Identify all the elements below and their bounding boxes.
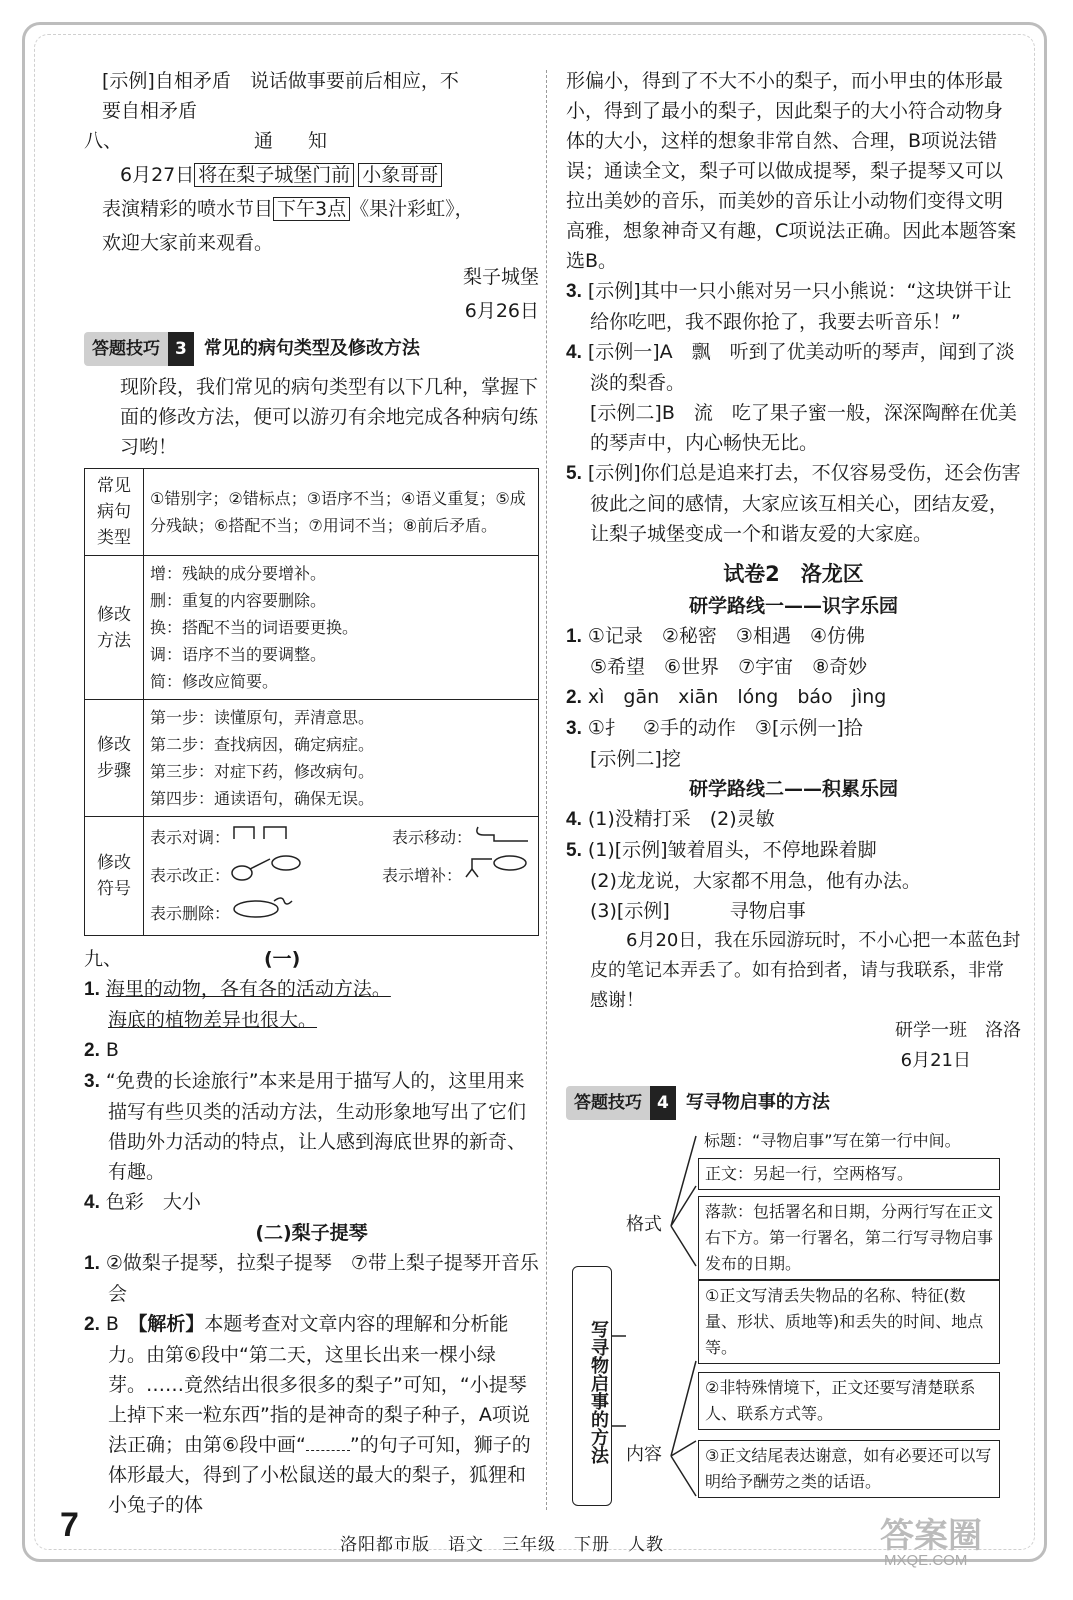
- correct-symbol-icon: [230, 855, 310, 881]
- notice-date: 6月26日: [464, 300, 539, 322]
- answer-5-right: 5. [示例]你们总是追来打去，不仅容易受伤，还会伤害彼此之间的感情，大家应该互相关心，团结友爱，让梨子城堡变成一个和谐友爱的大家庭。: [566, 462, 1021, 545]
- route1-answer-1: 1. ①记录 ②秘密 ③相遇 ④仿佛: [566, 625, 865, 647]
- table-row: 修改符号 表示对调： 表示移动： 表示改正： 表示增补： 表示删除：: [85, 817, 539, 936]
- part2-answer-2: 2. B 【解析】本题考查对文章内容的理解和分析能力。由第⑥段中“第二天，这里长出来一棵小绿芽。……竟然结出很多很多的梨子”可知，“小提琴上掉下来一粒东西”指的是神奇的梨子种子，A项说法正确；由第⑥段中画“ ”的句子可知，狮子的体形最大，得到了小松鼠送的最大的梨子，狐狸和小兔子的体: [84, 1313, 531, 1516]
- table-row: 修改方法 增：残缺的成分要增补。 删：重复的内容要删除。 换：搭配不当的词语要更换。 调：语序不当的要调整。 简：修改应简要。: [85, 556, 539, 700]
- answer-2: 2. B: [84, 1039, 119, 1061]
- footer-edition: 洛阳都市版 语文 三年级 下册 人教: [340, 1535, 664, 1555]
- lost-notice-sign: 研学一班 洛洛: [895, 1020, 1021, 1041]
- table-row: 常见病句类型 ①错别字；②错标点；③语序不当；④语义重复；⑤成分残缺；⑥搭配不当；⑦用词不当；⑧前后矛盾。: [85, 469, 539, 556]
- mindmap-content-3: ③正文结尾表达谢意，如有必要还可以写明给予酬劳之类的话语。: [698, 1440, 1000, 1498]
- mindmap-format-label: 格式: [626, 1214, 662, 1235]
- move-symbol-icon: [472, 823, 532, 843]
- mindmap-format-body: 正文：另起一行，空两格写。: [698, 1158, 1000, 1190]
- route1-answer-1-line-2: ⑤希望 ⑥世界 ⑦宇宙 ⑧奇妙: [590, 656, 868, 678]
- column-divider: [546, 70, 547, 1510]
- notice-line-3: 欢迎大家前来观看。: [102, 232, 274, 254]
- answer-4: 4. 色彩 大小: [84, 1191, 201, 1213]
- route-2-title: 研学路线二——积累乐园: [688, 778, 898, 800]
- paper-2-title: 试卷2 洛龙区: [723, 562, 864, 586]
- watermark-logo: 答案圈: [880, 1517, 982, 1555]
- answer-3-right: 3. [示例]其中一只小熊对另一只小熊说：“这块饼干让给你吃吧，我不跟你抢了，我要去听音乐！”: [566, 280, 1012, 333]
- route2-answer-4: 4. (1)没精打采 (2)灵敏: [566, 808, 775, 830]
- route2-answer-5: 5. (1)[示例]皱着眉头，不停地跺着脚: [566, 839, 877, 861]
- table-row: 修改步骤 第一步：读懂原句，弄清意思。 第二步：查找病因，确定病症。 第三步：对症下药，修改病句。 第四步：通读语句，确保无误。: [85, 700, 539, 817]
- tip-4-header: 答题技巧 4 写寻物启事的方法: [566, 1086, 1021, 1120]
- example-answer: [示例]自相矛盾 说话做事要前后相应，不 要自相矛盾: [102, 70, 459, 122]
- notice-line-2: 表演精彩的喷水节目 下午3点 《果汁彩虹》，: [102, 198, 474, 220]
- page-number: 7: [60, 1506, 79, 1544]
- delete-symbol-icon: [230, 893, 300, 919]
- right-column: [566, 66, 1021, 1526]
- answer-4-right-b: [示例二]B 流 吃了果子蜜一般，深深陶醉在优美的琴声中，内心畅快无比。: [590, 402, 1017, 454]
- answer-4-right: 4. [示例一]A 飘 听到了优美动听的琴声，闻到了淡淡的梨香。: [566, 341, 1015, 394]
- section-9-header: 九、 (一): [84, 948, 301, 970]
- answer-1: 1. 海里的动物，各有各的活动方法。: [84, 978, 391, 1000]
- part2-answer-1: 1. ②做梨子提琴，拉梨子提琴 ⑦带上梨子提琴开音乐会: [84, 1252, 539, 1305]
- mindmap-format-title: 标题：“寻物启事”写在第一行中间。: [704, 1131, 961, 1150]
- route2-answer-5-line-2: (2)龙龙说，大家都不用急，他有办法。: [590, 870, 921, 892]
- notice-sign: 梨子城堡: [462, 266, 539, 288]
- lost-notice-mindmap: [566, 1126, 1021, 1526]
- mindmap-content-1: ①正文写清丢失物品的名称、特征(数量、形状、质地等)和丢失的时间、地点等。: [698, 1280, 1000, 1364]
- analysis-continued: 形偏小，得到了不大不小的梨子，而小甲虫的体形最小，得到了最小的梨子，因此梨子的大小符合动物身体的大小，这样的想象非常自然、合理，B项说法错误；通读全文，梨子可以做成提琴，梨子提琴又可以拉出美妙的音乐，而美妙的音乐让小动物们变得文明高雅，想象神奇又有趣，C项说法正确。因此本题答案选B。: [566, 70, 1017, 272]
- swap-symbol-icon: [230, 823, 290, 843]
- answer-3: 3. “免费的长途旅行”本来是用于描写人的，这里用来描写有些贝类的活动方法，生动形象地写出了它们借助外力活动的特点，让人感到海底世界的新奇、有趣。: [84, 1070, 527, 1183]
- lost-notice-body: 6月20日，我在乐园游玩时，不小心把一本蓝色封皮的笔记本弄丢了。如有拾到者，请与我联系，非常感谢！: [590, 930, 1021, 1011]
- part-2-title: (二)梨子提琴: [255, 1222, 368, 1244]
- mindmap-root: 写寻物启事的方法: [572, 1266, 612, 1506]
- sentence-error-table: [84, 468, 539, 936]
- section-8-header: 八、 通 知: [84, 126, 539, 156]
- mindmap-content-2: ②非特殊情境下，正文还要写清楚联系人、联系方式等。: [698, 1372, 1000, 1430]
- route1-answer-3-line-2: [示例二]挖: [590, 748, 681, 770]
- route1-answer-3: 3. ①扌 ②手的动作 ③[示例一]拾: [566, 717, 863, 739]
- watermark-url: MXQE.COM: [884, 1552, 968, 1569]
- notice-title: 通 知: [254, 130, 336, 152]
- tip-3-header: 答题技巧 3 常见的病句类型及修改方法: [84, 332, 539, 366]
- lost-notice-date: 6月21日: [900, 1050, 971, 1071]
- mindmap-format-sign: 落款：包括署名和日期，分两行写在正文右下方。第一行署名，第二行写寻物启事发布的日期。: [698, 1196, 1000, 1280]
- route-1-title: 研学路线一——识字乐园: [688, 595, 898, 617]
- answer-1-line-2: 海底的植物差异也很大。: [108, 1009, 318, 1031]
- insert-symbol-icon: [462, 855, 532, 881]
- mindmap-content-label: 内容: [626, 1444, 662, 1465]
- notice-line-1: 6月27日 将在梨子城堡门前 小象哥哥: [84, 160, 539, 190]
- tip-3-intro: 现阶段，我们常见的病句类型有以下几种，掌握下面的修改方法，便可以游刃有余地完成各种病句练习哟！: [120, 376, 539, 458]
- route2-answer-5-line-3: (3)[示例] 寻物启事: [590, 900, 806, 922]
- route1-answer-2: 2. xì gān xiān lóng báo jìng: [566, 686, 887, 708]
- left-column: [84, 66, 539, 1520]
